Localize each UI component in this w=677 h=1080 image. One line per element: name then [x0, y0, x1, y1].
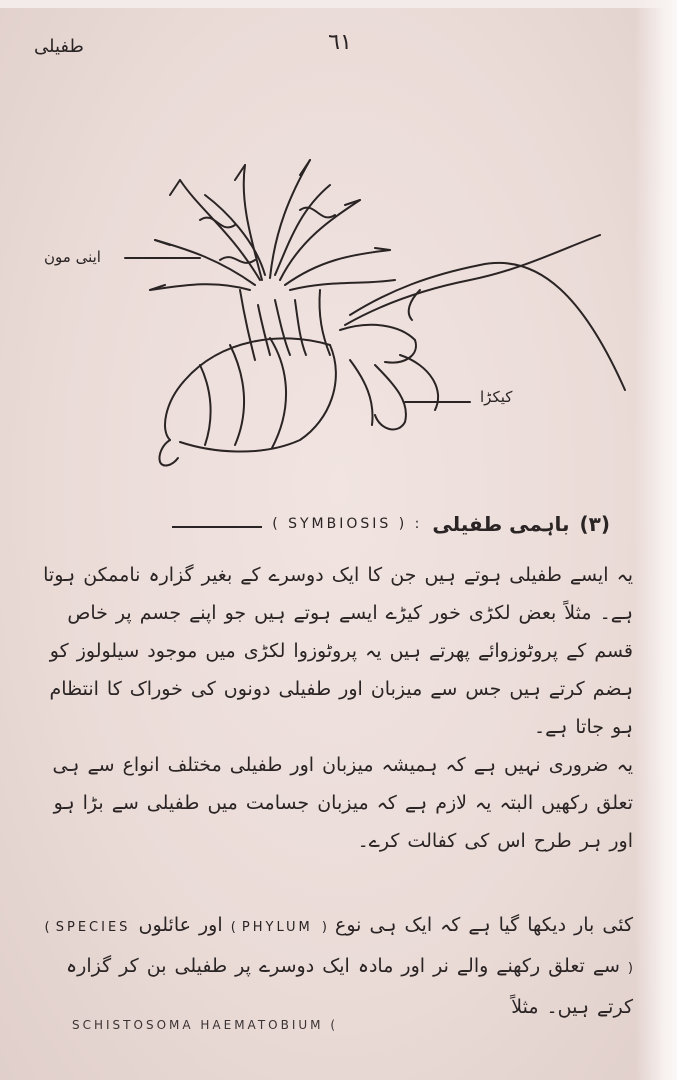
illustration-drawing — [0, 140, 677, 500]
running-title: طفیلی — [34, 36, 84, 57]
anemone-label: اینی مون — [44, 248, 101, 266]
crab-label: کیکڑا — [480, 388, 513, 406]
paragraph-2: یہ ضروری نہیں ہے کہ ہمیشہ میزبان اور طفیلی مختلف انواع سے ہی تعلق رکھیں البتہ یہ لازم ہے کہ میزبان جسامت میں طفیلی سے بڑا ہو اور ہر طرح اس کی کفالت کرے۔ — [52, 754, 633, 852]
paragraph-1: یہ ایسے طفیلی ہوتے ہیں جن کا ایک دوسرے کے بغیر گزارہ ناممکن ہوتا ہے۔ مثلاً بعض لکڑی خور کیڑے ایسے ہوتے ہیں جو اپنے جسم پر خاص قسم کے پروٹوزوائے پھرتے ہیں یہ پروٹوزوا لکڑی میں موجود سیلولوز کو ہضم کرتے ہیں جس سے میزبان اور طفیلی دونوں کی خوراک کا انتظام ہو جاتا ہے۔ — [43, 564, 633, 738]
paragraph-3-part-a: کئی بار دیکھا گیا ہے کہ ایک ہی نوع — [335, 914, 633, 936]
anemone-crab-illustration — [0, 140, 677, 500]
phylum-term: ( PHYLUM ) — [230, 920, 327, 935]
section-number: (۳) — [579, 512, 610, 536]
paragraph-3-part-b: اور عائلوں — [138, 914, 223, 936]
paragraph-3-part-c: سے تعلق رکھنے والے نر اور مادہ ایک دوسرے پر طفیلی بن کر گزارہ کرتے ہیں۔ مثلاً — [66, 955, 633, 1018]
paragraph-3 — [43, 906, 633, 1026]
section-heading — [90, 506, 610, 542]
page-number: ٦١ — [328, 30, 352, 55]
section-title: باہمی طفیلی — [432, 512, 570, 536]
species-term: ( SPECIES ) — [44, 920, 633, 976]
heading-rule — [172, 526, 262, 528]
footer-latin-term: SCHISTOSOMA HAEMATOBIUM ( — [72, 1018, 339, 1032]
section-latin-term: ( SYMBIOSIS ) : — [272, 516, 423, 532]
page-top-edge — [0, 0, 677, 8]
